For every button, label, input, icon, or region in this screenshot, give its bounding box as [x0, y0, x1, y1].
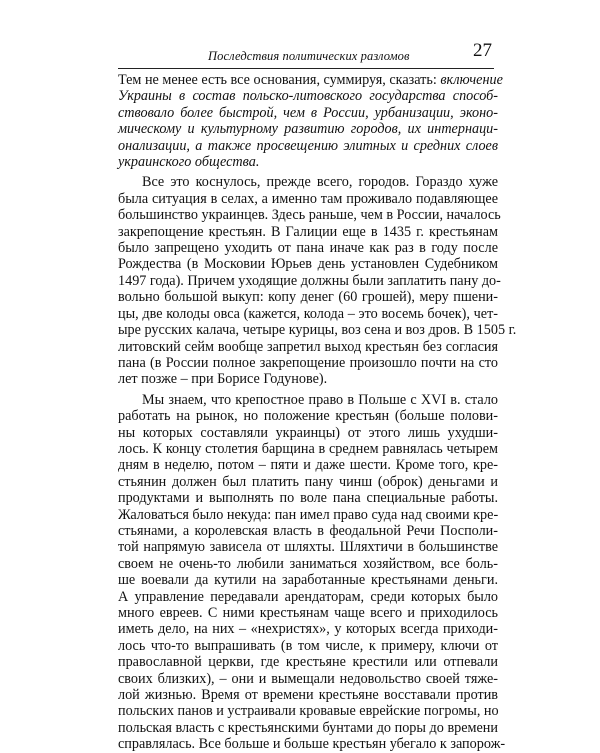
text-line — [118, 621, 498, 637]
text-segment: ше воевали да кутили на заработанные крестьянами деньги. — [118, 572, 498, 589]
text-line — [118, 507, 498, 523]
text-line — [118, 154, 498, 170]
text-segment: Украины в состав польско-литовского государства способ- — [118, 88, 498, 105]
text-line — [118, 654, 498, 670]
paragraph — [118, 72, 503, 171]
text-segment: лой жизнью. Время от времени крестьяне восставали против — [118, 687, 498, 704]
text-segment: была ситуация в селах, а именно там проживало подавляющее — [118, 190, 498, 207]
text-segment: своих близких), – они и вымещали недовольство своей тяже- — [118, 670, 498, 687]
text-line — [118, 240, 498, 256]
text-line — [118, 138, 498, 154]
text-line — [118, 638, 498, 654]
text-segment: украинского общества. — [118, 154, 260, 171]
text-segment: православной церкви, где крестьяне крестили или отпевали — [118, 654, 498, 671]
text-segment: цы, две колоды овса (кажется, колода – это восемь бочек), чет- — [118, 305, 498, 322]
text-segment: стьянин должен был платить пану чинш (оброк) деньгами и — [118, 473, 498, 490]
text-segment: Рождества (в Московии Юрьев день установлен Судебником — [118, 256, 498, 273]
text-segment: ыре русских калача, четыре курицы, воз сена и воз дров. В 1505 г. — [118, 322, 517, 339]
text-line — [118, 490, 498, 506]
text-segment: было запрещено уходить от пана иначе как раз в году после — [118, 240, 498, 257]
text-segment: стьянами, а королевская власть в феодальной Речи Посполи- — [118, 522, 498, 539]
text-segment: Мы знаем, что крепостное право в Польше с XVI в. стало — [142, 391, 498, 408]
text-line — [118, 355, 498, 371]
text-line — [118, 425, 498, 441]
text-segment: онализации, а также просвещению элитных и средних слоев — [118, 137, 498, 154]
text-line — [118, 72, 503, 88]
text-segment: польских панов и устраивали кровавые еврейские погромы, но — [118, 703, 499, 720]
text-line — [118, 671, 498, 687]
text-line — [118, 523, 498, 539]
text-segment: работать на рынок, но положение крестьян (больше полови- — [118, 408, 498, 425]
page-number: 27 — [473, 40, 492, 61]
text-segment: Тем не менее есть все основания, суммируя, сказать: — [118, 72, 441, 88]
text-segment: лось. К концу столетия барщина в среднем равнялась четырем — [118, 440, 498, 457]
text-line — [118, 191, 498, 207]
text-segment: пана (в России полное закрепощение произошло почти на сто — [118, 354, 498, 371]
text-segment: продуктами и выполнять по воле пана специальные работы. — [118, 490, 498, 507]
text-segment: польская власть с крестьянскими бунтами до поры до времени — [118, 719, 498, 736]
text-line — [118, 605, 498, 621]
text-line — [118, 306, 498, 322]
text-line — [118, 392, 498, 408]
text-line — [118, 289, 498, 305]
text-line — [118, 474, 498, 490]
text-line — [118, 224, 498, 240]
text-line — [118, 256, 498, 272]
text-line — [118, 703, 498, 719]
text-segment: Жаловаться было некуда: пан имел право суда над своими кре- — [118, 506, 499, 523]
text-line — [118, 457, 498, 473]
text-line — [118, 339, 498, 355]
text-line — [118, 687, 498, 703]
text-segment: 1497 года). Причем уходящие должны были заплатить пану до- — [118, 272, 501, 289]
text-line — [118, 556, 498, 572]
text-line — [118, 408, 498, 424]
text-line — [118, 88, 498, 104]
page-header — [118, 40, 494, 69]
text-segment: литовский сейм вообще запретил выход крестьян без согласия — [118, 338, 498, 355]
text-segment: ны которых составляли украинцы) от этого лишь ухудши- — [118, 424, 498, 441]
text-segment: закрепощение крестьян. В Галиции еще в 1435 г. крестьянам — [118, 223, 498, 240]
text-line — [118, 174, 498, 190]
text-line — [118, 371, 498, 387]
text-segment: большинство украинцев. Здесь раньше, чем в России, началось — [118, 207, 501, 224]
text-segment: справлялась. Все больше и больше крестьян убегало к запорож- — [118, 736, 506, 753]
text-line — [118, 589, 498, 605]
text-line — [118, 207, 501, 224]
text-segment: много евреев. С ними крестьянам чаще всего и приходилось — [118, 605, 498, 621]
text-segment: А управление передавали арендаторам, среди которых было — [118, 588, 498, 605]
text-line — [118, 572, 498, 588]
text-segment: той напрямую зависела от шляхты. Шляхтичи в большинстве — [118, 539, 498, 556]
paragraph — [118, 174, 517, 388]
text-line — [118, 272, 501, 289]
text-line — [118, 539, 498, 555]
paragraph — [118, 391, 506, 753]
text-line — [118, 720, 498, 736]
text-segment: иметь дело, на них – «нехристях», у которых всегда приходи- — [118, 621, 498, 638]
text-line — [118, 322, 517, 339]
text-segment: ствовало более быстрой, чем в России, урбанизации, эконо- — [118, 104, 498, 121]
text-segment: включение — [440, 72, 503, 88]
text-segment: Все это коснулось, прежде всего, городов. Гораздо хуже — [142, 174, 498, 191]
body-text — [118, 72, 517, 753]
text-line — [118, 105, 498, 121]
running-title: Последствия политических разломов — [208, 49, 410, 63]
text-line — [118, 441, 498, 457]
text-line — [118, 736, 506, 753]
text-segment: лось что-то выпрашивать (в том числе, к примеру, ключи от — [118, 637, 498, 654]
text-line — [118, 121, 498, 137]
text-segment: вольно большой выкуп: копу денег (60 грошей), меру пшени- — [118, 289, 498, 306]
text-segment: лет позже – при Борисе Годунове). — [118, 371, 328, 388]
text-segment: своем не очень-то любили заниматься хозяйством, все боль- — [118, 555, 498, 572]
text-segment: дням в неделю, потом – пяти и даже шести. Кроме того, кре- — [118, 457, 498, 474]
text-segment: мическому и культурному развитию городов, их интернаци- — [118, 121, 498, 138]
